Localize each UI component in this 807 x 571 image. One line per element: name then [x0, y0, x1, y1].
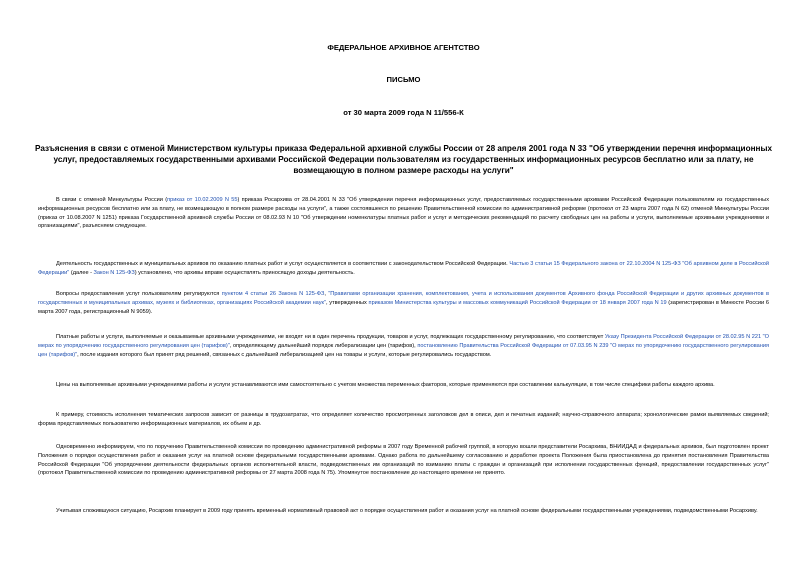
paragraph-text: Цены на выполняемые архивными учреждениями работы и услуги устанавливаются ими самостоятельно с учетом множества переменных факторов, которые применяются при составлении калькуляции, в том числе специфики работы каждого архива.: [56, 382, 715, 388]
paragraph-text: Вопросы предоставления услуг пользователям регулируются: [56, 291, 222, 297]
agency-heading: ФЕДЕРАЛЬНОЕ АРХИВНОЕ АГЕНТСТВО: [327, 43, 480, 52]
paragraph-text: , определяющему дальнейший порядок либерализации цен (тарифов),: [229, 342, 418, 349]
paragraph-2: [38, 260, 769, 278]
doc-link[interactable]: Указу Президента Российской Федерации от 28.02.95 N 221 "О мерах по упорядочению государственного регулирования цен (тарифов)": [38, 334, 770, 349]
document-date-number: от 30 марта 2009 года N 11/556-К: [343, 108, 464, 117]
paragraph-text: Одновременно информируем, что по поручению Правительственной комиссии по проведению административной реформы в 2007 году Временной рабочей группой, в которую вошли представители Росархива, ВНИИДАД и федеральных архивов, был подготовлен проект Положения о порядке осуществления работ и оказания услуг на платной основе федеральными государственными архивами. Однако работа по дальнейшему согласованию и доработке проекта Положения была приостановлена до принятия постановления Правительства Российской Федерации "Об упорядочении деятельности федеральных органов исполнительной власти, подведомственных им организаций по взиманию платы с граждан и организаций при исполнении государственных функций, предоставлении государственных услуг" (протокол Правительственной комиссии по проведению административной реформы от 27 марта 2008 года N 75). Упомянутое постановление до настоящего времени не принято.: [38, 444, 769, 477]
paragraph-text: В связи с отменой Минкультуры России (: [56, 197, 168, 203]
paragraph-8: [38, 507, 769, 516]
paragraph-1: [38, 196, 769, 231]
document-type-heading: ПИСЬМО: [386, 75, 421, 84]
doc-link[interactable]: пунктом 4 статьи 26 Закона N 125-ФЗ: [221, 291, 325, 297]
doc-link[interactable]: приказ от 10.02.2009 N 55: [167, 197, 238, 203]
doc-link[interactable]: Закон N 125-ФЗ: [93, 269, 135, 276]
paragraph-text: Деятельность государственных и муниципальных архивов по оказанию платных работ и услуг осуществляется в соответствии с законодательством Российской Федерации.: [56, 261, 510, 267]
paragraph-text: , после издания которого был принят ряд решений, связанных с дальнейшей либерализацией цен на товары и услуги, которые регулировались государством.: [77, 351, 492, 358]
paragraph-text: ) установлено, что архивы вправе осуществлять приносящую доходы деятельность.: [134, 269, 355, 276]
doc-link[interactable]: постановлению Правительства Российской Федерации от 07.03.95 N 239 "О мерах по упорядочению государственного регулирования цен (тарифов)": [38, 342, 770, 358]
paragraph-text: К примеру, стоимость исполнения тематических запросов зависит от разницы в трудозатратах, что определяет количество просмотренных заголовков дел в описи, дел и печатных изданий; научно-справочного аппарата; хронологические рамки выявляемых сведений; форма представляемых пользователю информационных материалов, их объем и др.: [38, 412, 769, 427]
paragraph-5: [38, 381, 769, 390]
doc-link[interactable]: приказом Министерства культуры и массовых коммуникаций Российской Федерации от 18 января 2007 года N 19: [368, 299, 667, 306]
paragraph-text: , утвержденных: [325, 299, 369, 306]
paragraph-4: [38, 333, 769, 359]
paragraph-text: (зарегистрирован в Минюсте России 6 марта 2007 года, регистрационный N 9059).: [38, 299, 770, 315]
paragraph-text: ,: [324, 291, 329, 297]
paragraph-text: Учитывая сложившуюся ситуацию, Росархив планирует в 2009 году принять временный нормативный правовой акт о порядке осуществления работ и оказания услуг на платной основе федеральными государственными учреждениями, подведомственными Росархиву.: [56, 508, 758, 514]
document-title: Разъяснения в связи с отменой Министерством культуры приказа Федеральной архивной службы России от 28 апреля 2001 года N 33 "Об утверждении перечня информационных услуг, предоставляемых государственными архивами Российской Федерации пользователям из государственных информационных ресурсов бесплатно или за плату, не возмещающую в полном размере расходы на услуги": [34, 144, 773, 175]
doc-link[interactable]: "Правилами организации хранения, комплектования, учета и использования документов Архивного фонда Российской Федерации и других архивных документов в государственных и муниципальных архивах, музеях и библиотеках, организациях Российской академии наук": [38, 291, 769, 306]
paragraph-3: [38, 290, 769, 316]
doc-link[interactable]: Частью 3 статьи 15 Федерального закона от 22.10.2004 N 125-ФЗ "Об архивном деле в Российской Федерации": [38, 261, 770, 276]
paragraph-text: ) приказа Росархива от 28.04.2001 N 33 "Об утверждении перечня информационных услуг, предоставляемых государственными архивами Российской Федерации пользователям из государственных информационных ресурсов бесплатно или за плату, не возмещающую в полном размере расходы на услуги", а также состоявшееся по решению Правительственной комиссии по административной реформе (протокол от 23 марта 2007 года N 62) отменой Минкультуры России (приказ от 10.08.2007 N 1251) приказа Государственной архивной службы России от 08.02.93 N 10 "Об утверждении номенклатуры платных работ и услуг и методических рекомендаций по расчету свободных цен на работы и услуги, выполняемые архивными учреждениями и организациями", разъясняем следующее.: [38, 197, 769, 230]
paragraph-text: (далее -: [69, 269, 94, 276]
paragraph-text: Платные работы и услуги, выполняемые и оказываемые архивными учреждениями, не входят ни в один перечень продукции, товаров и услуг, подлежащих государственному регулированию, что соответствует: [56, 334, 605, 340]
paragraph-7: [38, 443, 769, 478]
paragraph-6: [38, 411, 769, 429]
